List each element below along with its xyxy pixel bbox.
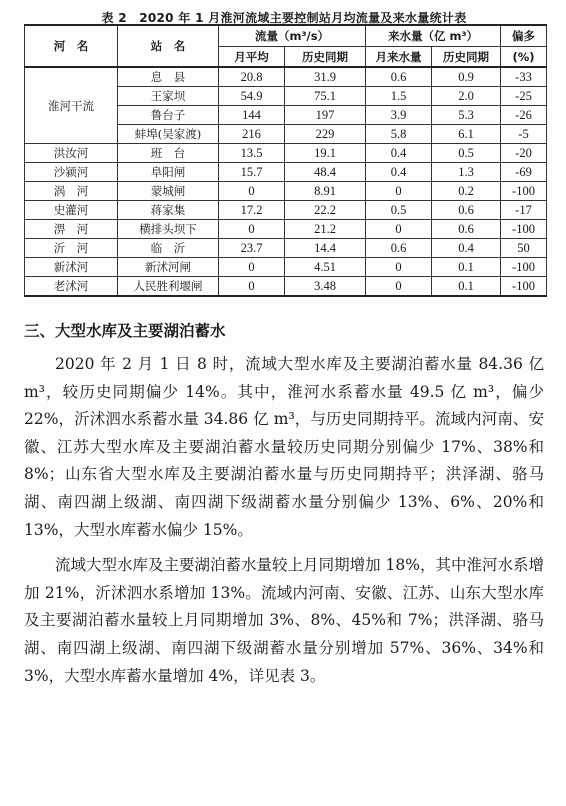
table-row xyxy=(25,277,547,297)
deviation-cell: -100 xyxy=(501,182,547,201)
table-caption: 表 2 2020 年 1 月淮河流域主要控制站月均流量及来水量统计表 xyxy=(101,11,467,25)
flow-month-cell: 0 xyxy=(219,182,285,201)
flow-statistics-table xyxy=(24,24,547,297)
flow-month-cell: 17.2 xyxy=(219,201,285,220)
inflow-month-cell: 1.5 xyxy=(366,87,432,106)
inflow-hist-cell: 0.9 xyxy=(432,67,501,87)
inflow-hist-cell: 0.4 xyxy=(432,239,501,258)
flow-hist-cell: 31.9 xyxy=(285,67,366,87)
flow-month-cell: 144 xyxy=(219,106,285,125)
inflow-month-cell: 0.6 xyxy=(366,67,432,87)
flow-hist-cell: 8.91 xyxy=(285,182,366,201)
river-cell: 老沭河 xyxy=(25,277,118,297)
river-cell: 沙颍河 xyxy=(25,163,118,182)
flow-month-cell: 54.9 xyxy=(219,87,285,106)
flow-month-cell: 15.7 xyxy=(219,163,285,182)
station-cell: 蒋家集 xyxy=(118,201,219,220)
river-cell: 沂 河 xyxy=(25,239,118,258)
header-flow-hist: 历史同期 xyxy=(285,47,366,68)
flow-hist-cell: 22.2 xyxy=(285,201,366,220)
station-cell: 阜阳闸 xyxy=(118,163,219,182)
flow-month-cell: 23.7 xyxy=(219,239,285,258)
flow-month-cell: 0 xyxy=(219,258,285,277)
table-row xyxy=(25,144,547,163)
deviation-cell: -100 xyxy=(501,258,547,277)
inflow-month-cell: 0 xyxy=(366,277,432,297)
station-cell: 蒙城闸 xyxy=(118,182,219,201)
inflow-month-cell: 0 xyxy=(366,182,432,201)
table-row xyxy=(25,163,547,182)
deviation-cell: -25 xyxy=(501,87,547,106)
inflow-month-cell: 0 xyxy=(366,220,432,239)
paragraph-storage-vs-history: 2020 年 2 月 1 日 8 时，流域大型水库及主要湖泊蓄水量 84.36 亿 m³，较历史同期偏少 14%。其中，淮河水系蓄水量 49.5 亿 m³，偏少 22%，沂沭泗水系蓄水量 34.86 亿 m³，与历史同期持平。流域内河南、安徽、江苏大型水库及主要湖泊蓄水量较历史同期分别偏少 17%、38%和 8%；山东省大型水库及主要湖泊蓄水量与历史同期持平；洪泽湖、骆马湖、南四湖上级湖、南四湖下级湖蓄水量分别偏少 13%、6%、20%和 13%，大型水库蓄水偏少 15%。 xyxy=(24,355,544,539)
station-cell: 蚌埠(吴家渡) xyxy=(118,125,219,144)
flow-month-cell: 0 xyxy=(219,220,285,239)
header-deviation-unit: (%) xyxy=(501,47,547,68)
header-deviation: 偏多 xyxy=(501,25,547,47)
inflow-hist-cell: 2.0 xyxy=(432,87,501,106)
table-row xyxy=(25,220,547,239)
inflow-month-cell: 0.6 xyxy=(366,239,432,258)
header-station: 站 名 xyxy=(118,25,219,67)
inflow-hist-cell: 0.6 xyxy=(432,220,501,239)
station-cell: 人民胜利堰闸 xyxy=(118,277,219,297)
table-row xyxy=(25,239,547,258)
deviation-cell: -5 xyxy=(501,125,547,144)
inflow-month-cell: 5.8 xyxy=(366,125,432,144)
inflow-hist-cell: 0.2 xyxy=(432,182,501,201)
flow-hist-cell: 3.48 xyxy=(285,277,366,297)
flow-month-cell: 216 xyxy=(219,125,285,144)
river-cell: 史灌河 xyxy=(25,201,118,220)
header-flow-group: 流量（m³/s） xyxy=(219,25,366,47)
flow-hist-cell: 48.4 xyxy=(285,163,366,182)
inflow-month-cell: 0.4 xyxy=(366,144,432,163)
deviation-cell: -69 xyxy=(501,163,547,182)
flow-month-cell: 0 xyxy=(219,277,285,297)
header-river: 河 名 xyxy=(25,25,118,67)
inflow-hist-cell: 0.5 xyxy=(432,144,501,163)
header-inflow-hist: 历史同期 xyxy=(432,47,501,68)
flow-hist-cell: 4.51 xyxy=(285,258,366,277)
header-inflow-month: 月来水量 xyxy=(366,47,432,68)
table-row xyxy=(25,182,547,201)
flow-hist-cell: 75.1 xyxy=(285,87,366,106)
table-row xyxy=(25,67,547,87)
inflow-hist-cell: 1.3 xyxy=(432,163,501,182)
flow-hist-cell: 197 xyxy=(285,106,366,125)
deviation-cell: -26 xyxy=(501,106,547,125)
river-cell: 淠 河 xyxy=(25,220,118,239)
inflow-month-cell: 0.5 xyxy=(366,201,432,220)
flow-hist-cell: 229 xyxy=(285,125,366,144)
flow-hist-cell: 14.4 xyxy=(285,239,366,258)
table-row xyxy=(25,258,547,277)
inflow-month-cell: 0 xyxy=(366,258,432,277)
deviation-cell: 50 xyxy=(501,239,547,258)
deviation-cell: -33 xyxy=(501,67,547,87)
flow-month-cell: 20.8 xyxy=(219,67,285,87)
deviation-cell: -100 xyxy=(501,277,547,297)
station-cell: 新沭河闸 xyxy=(118,258,219,277)
river-cell: 洪汝河 xyxy=(25,144,118,163)
river-cell: 淮河干流 xyxy=(25,67,118,144)
inflow-hist-cell: 0.1 xyxy=(432,277,501,297)
header-flow-month: 月平均 xyxy=(219,47,285,68)
station-cell: 王家坝 xyxy=(118,87,219,106)
deviation-cell: -17 xyxy=(501,201,547,220)
inflow-hist-cell: 0.6 xyxy=(432,201,501,220)
table-row xyxy=(25,201,547,220)
station-cell: 鲁台子 xyxy=(118,106,219,125)
paragraph-storage-vs-last-month: 流域大型水库及主要湖泊蓄水量较上月同期增加 18%，其中淮河水系增加 21%，沂沭泗水系增加 13%。流域内河南、安徽、江苏、山东大型水库及主要湖泊蓄水量较上月同期增加 3%、8%、45%和 7%；洪泽湖、骆马湖、南四湖上级湖、南四湖下级湖蓄水量分别增加 57%、36%、34%和 3%，大型水库蓄水量增加 4%，详见表 3。 xyxy=(24,556,544,685)
station-cell: 临 沂 xyxy=(118,239,219,258)
flow-month-cell: 13.5 xyxy=(219,144,285,163)
flow-hist-cell: 21.2 xyxy=(285,220,366,239)
station-cell: 横排头坝下 xyxy=(118,220,219,239)
station-cell: 班 台 xyxy=(118,144,219,163)
flow-hist-cell: 19.1 xyxy=(285,144,366,163)
inflow-hist-cell: 6.1 xyxy=(432,125,501,144)
deviation-cell: -20 xyxy=(501,144,547,163)
inflow-month-cell: 3.9 xyxy=(366,106,432,125)
river-cell: 新沭河 xyxy=(25,258,118,277)
section-heading: 三、大型水库及主要湖泊蓄水 xyxy=(24,322,226,340)
inflow-month-cell: 0.4 xyxy=(366,163,432,182)
river-cell: 涡 河 xyxy=(25,182,118,201)
station-cell: 息 县 xyxy=(118,67,219,87)
header-inflow-group: 来水量（亿 m³） xyxy=(366,25,501,47)
inflow-hist-cell: 5.3 xyxy=(432,106,501,125)
deviation-cell: -100 xyxy=(501,220,547,239)
inflow-hist-cell: 0.1 xyxy=(432,258,501,277)
